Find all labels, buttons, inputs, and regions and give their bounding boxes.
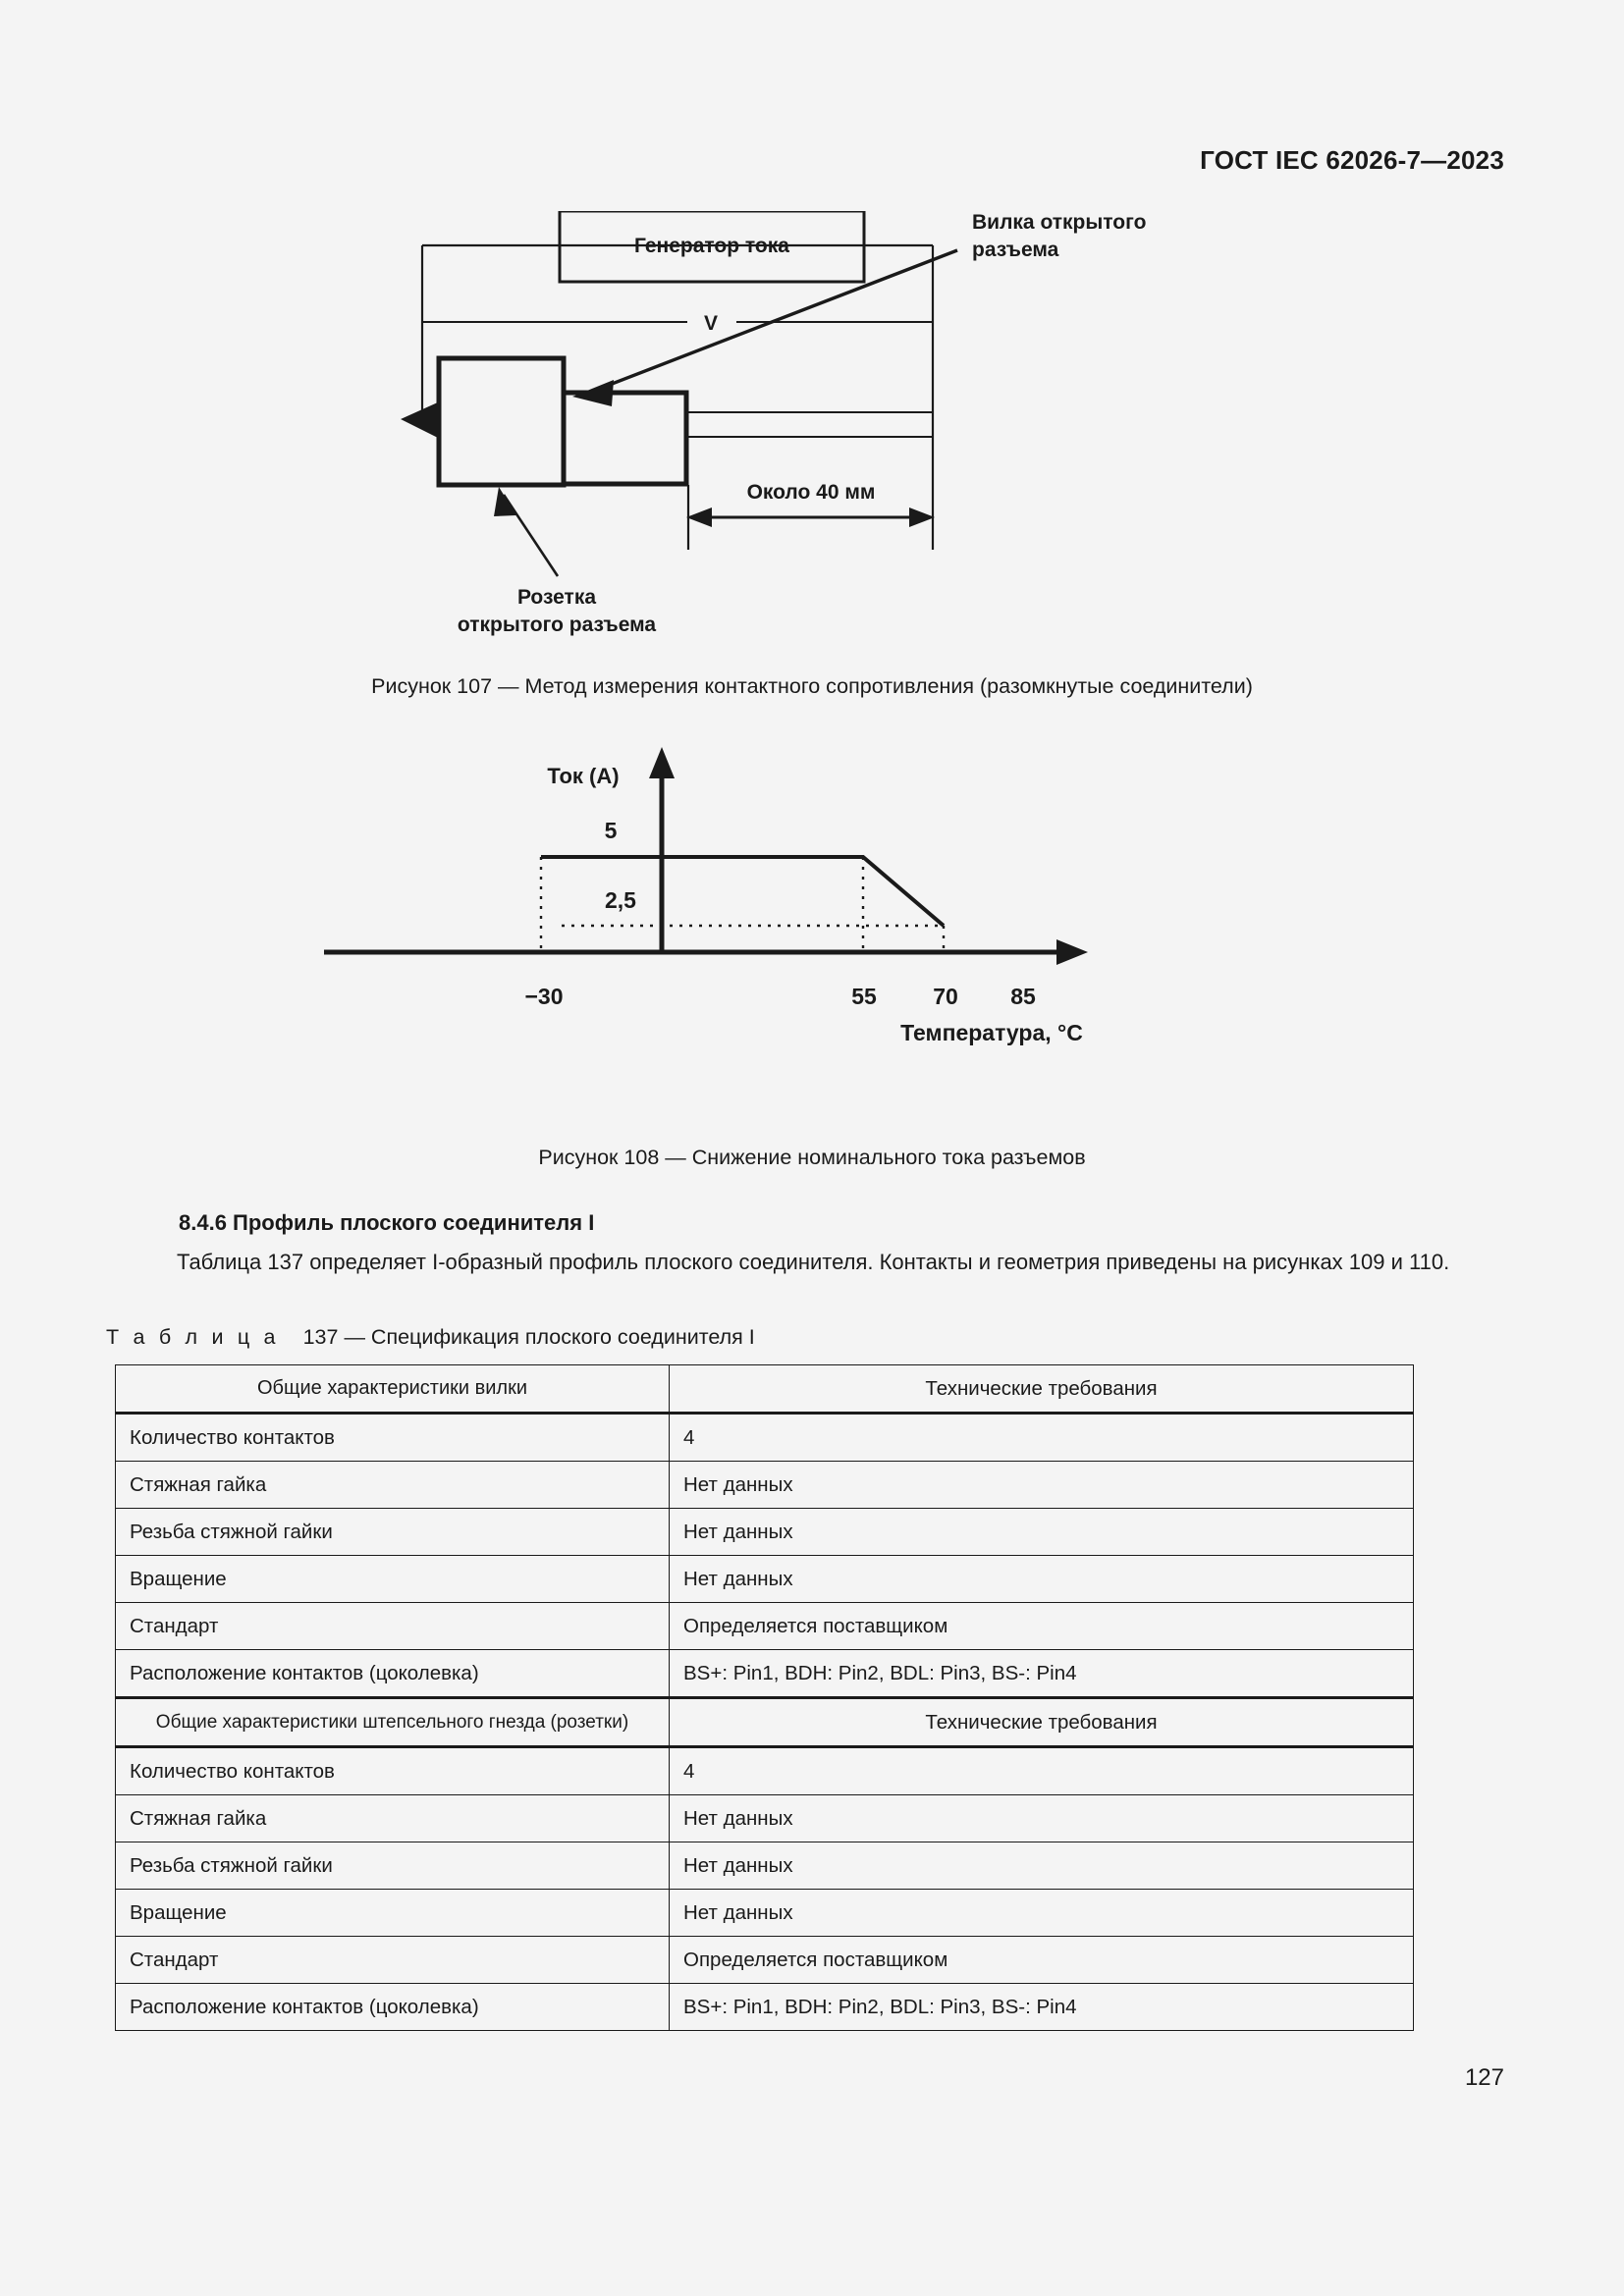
table-row bbox=[116, 1842, 1414, 1890]
chart-y-axis-label: Ток (А) bbox=[547, 764, 620, 788]
socket-label-line2: открытого разъема bbox=[457, 614, 657, 636]
paragraph-text: Таблица 137 определяет I-образный профиль плоского соединителя. Контакты и геометрия приведены на рисунках 109 и 110. bbox=[177, 1250, 1450, 1274]
table-cell-param: Резьба стяжной гайки bbox=[116, 1842, 670, 1890]
table-row bbox=[116, 1650, 1414, 1698]
table-row bbox=[116, 1747, 1414, 1795]
table-cell-value: 4 bbox=[670, 1414, 1414, 1462]
table-cell-value: Нет данных bbox=[670, 1462, 1414, 1509]
table-cell-value: BS+: Pin1, BDH: Pin2, BDL: Pin3, BS-: Pin4 bbox=[670, 1650, 1414, 1698]
socket-label-line1: Розетка bbox=[516, 586, 597, 609]
voltmeter-label: V bbox=[703, 312, 719, 335]
dimension-40mm-label: Около 40 мм bbox=[746, 481, 876, 504]
table-header-socket: Общие характеристики штепсельного гнезда (розетки) bbox=[116, 1698, 670, 1747]
document-header-standard-id: ГОСТ IEC 62026-7—2023 bbox=[1200, 145, 1504, 175]
table-row bbox=[116, 1414, 1414, 1462]
table-cell-value: Нет данных bbox=[670, 1509, 1414, 1556]
table-row bbox=[116, 1795, 1414, 1842]
table-caption-word: Т а б л и ц а bbox=[106, 1325, 280, 1349]
table-row bbox=[116, 1937, 1414, 1984]
chart-x-tick-70: 70 bbox=[933, 984, 958, 1009]
table-cell-param: Резьба стяжной гайки bbox=[116, 1509, 670, 1556]
table-header-requirements-1: Технические требования bbox=[670, 1365, 1414, 1414]
table-137-body bbox=[116, 1365, 1414, 2031]
plug-label-line2: разъема bbox=[972, 239, 1059, 261]
table-cell-param: Стандарт bbox=[116, 1937, 670, 1984]
table-cell-param: Вращение bbox=[116, 1556, 670, 1603]
table-cell-value: BS+: Pin1, BDH: Pin2, BDL: Pin3, BS-: Pin4 bbox=[670, 1984, 1414, 2031]
table-row bbox=[116, 1603, 1414, 1650]
table-row bbox=[116, 1556, 1414, 1603]
figure-107-caption: Рисунок 107 — Метод измерения контактного сопротивления (разомкнутые соединители) bbox=[371, 674, 1253, 698]
plug-label-line1: Вилка открытого bbox=[972, 211, 1147, 234]
page-number: 127 bbox=[1464, 2064, 1504, 2091]
table-cell-value: 4 bbox=[670, 1747, 1414, 1795]
table-header-row-socket bbox=[116, 1698, 1414, 1747]
chart-y-tick-2-5: 2,5 bbox=[605, 887, 636, 913]
table-cell-param: Расположение контактов (цоколевка) bbox=[116, 1984, 670, 2031]
chart-x-tick-85: 85 bbox=[1010, 984, 1036, 1009]
table-cell-value: Нет данных bbox=[670, 1795, 1414, 1842]
table-cell-param: Стяжная гайка bbox=[116, 1795, 670, 1842]
figure-108-chart bbox=[0, 741, 1624, 1134]
chart-y-tick-5: 5 bbox=[604, 818, 618, 843]
table-cell-value: Нет данных bbox=[670, 1556, 1414, 1603]
table-header-row-plug bbox=[116, 1365, 1414, 1414]
table-cell-param: Стяжная гайка bbox=[116, 1462, 670, 1509]
table-caption-rest: 137 — Спецификация плоского соединителя I bbox=[302, 1325, 755, 1349]
chart-x-axis-label: Температура, °C bbox=[900, 1020, 1083, 1045]
section-heading-8-4-6: 8.4.6 Профиль плоского соединителя I bbox=[179, 1210, 595, 1235]
chart-x-tick-55: 55 bbox=[851, 984, 877, 1009]
table-cell-value: Определяется поставщиком bbox=[670, 1937, 1414, 1984]
table-cell-param: Вращение bbox=[116, 1890, 670, 1937]
table-row bbox=[116, 1890, 1414, 1937]
table-cell-param: Количество контактов bbox=[116, 1747, 670, 1795]
table-header-requirements-2: Технические требования bbox=[670, 1698, 1414, 1747]
table-row bbox=[116, 1509, 1414, 1556]
table-cell-value: Нет данных bbox=[670, 1890, 1414, 1937]
table-row bbox=[116, 1462, 1414, 1509]
table-cell-value: Определяется поставщиком bbox=[670, 1603, 1414, 1650]
chart-x-tick-minus-30: −30 bbox=[524, 984, 564, 1009]
table-cell-param: Расположение контактов (цоколевка) bbox=[116, 1650, 670, 1698]
table-137-caption bbox=[106, 1325, 755, 1350]
figure-108-caption: Рисунок 108 — Снижение номинального тока разъемов bbox=[538, 1146, 1086, 1169]
table-cell-value: Нет данных bbox=[670, 1842, 1414, 1890]
generator-box-label: Генератор тока bbox=[634, 235, 789, 257]
table-row bbox=[116, 1984, 1414, 2031]
section-paragraph bbox=[120, 1247, 1506, 1277]
table-header-plug: Общие характеристики вилки bbox=[116, 1365, 670, 1414]
table-cell-param: Стандарт bbox=[116, 1603, 670, 1650]
table-137-spec bbox=[115, 1364, 1414, 2031]
table-cell-param: Количество контактов bbox=[116, 1414, 670, 1462]
figure-107-diagram bbox=[0, 211, 1624, 672]
